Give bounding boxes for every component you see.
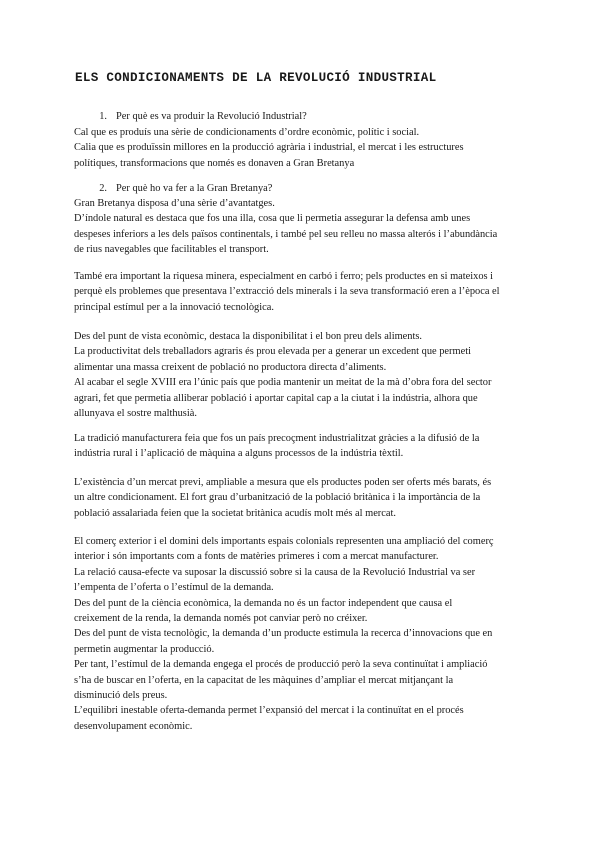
text-line: La tradició manufacturera feia que fos un país precoçment industrialitzat gràcies a la difusió de la <box>74 433 480 444</box>
text-line: disminució dels preus. <box>74 690 168 702</box>
text-line: desenvolupament econòmic. <box>74 720 193 732</box>
text-line: allunyava el sostre malthusià. <box>74 408 197 420</box>
text-line: Des del punt de vista econòmic, destaca la disponibilitat i el bon preu dels aliments. <box>74 331 423 342</box>
section-2-intro <box>74 196 524 258</box>
text-line: Al acabar el segle XVIII era l’únic país que podia mantenir un meitat de la mà d’obra fora del sector <box>74 377 492 389</box>
text-line: l’empenta de l’oferta o l’estímul de la demanda. <box>74 582 274 594</box>
section-2-question: Per què ho va fer a la Gran Bretanya? <box>116 183 273 194</box>
text-line: s’ha de buscar en l’oferta, en la capacitat de les màquines d’ampliar el mercat mitjançant la <box>74 674 454 686</box>
text-line: alimentar una massa creixent de població no productora directa d’aliments. <box>74 361 387 373</box>
paragraph-mineral <box>74 269 524 315</box>
paragraph-commerce <box>74 534 524 734</box>
text-line: D’índole natural es destaca que fos una illa, cosa que li permetia assegurar la defensa amb unes <box>74 213 471 225</box>
section-1-heading <box>74 109 307 124</box>
text-line: Cal que es produís una sèrie de condicionaments d’ordre econòmic, polític i social. <box>74 127 420 138</box>
text-line: També era important la riquesa minera, especialment en carbó i ferro; pels productes en si mateixos i <box>74 271 494 282</box>
section-2-number: 2. <box>99 183 107 194</box>
text-line: agrari, fet que permetia alliberar població i aportar capital cap a la ciutat i la indústria, alhora que <box>74 392 478 404</box>
paragraph-tradition <box>74 431 524 462</box>
text-line: població assalariada feien que la societat britànica acudís molt més al mercat. <box>74 507 396 519</box>
text-line: polítiques, transformacions que només es donaven a Gran Bretanya <box>74 157 355 169</box>
text-line: El comerç exterior i el domini dels importants espais colonials representen una ampliació del comerç <box>74 536 494 547</box>
text-line: L’existència d’un mercat previ, ampliable a mesura que els productes poden ser oferts més barats, és <box>74 477 492 488</box>
text-line: permetin augmentar la producció. <box>74 643 215 655</box>
text-line: Des del punt de la ciència econòmica, la demanda no és un factor independent que causa el <box>74 597 453 609</box>
text-line: interior i són importants com a fonts de matèries primeres i com a mercat manufacturer. <box>74 551 439 563</box>
section-1-question: Per què es va produir la Revolució Industrial? <box>116 111 307 122</box>
text-line: Gran Bretanya disposa d’una sèrie d’avantatges. <box>74 198 275 209</box>
section-1-paragraph <box>74 125 524 171</box>
text-line: creixement de la renda, la demanda només pot canviar però no créixer. <box>74 613 368 625</box>
text-line: despeses inferiors a les dels països continentals, i també pel seu relleu no massa alterós i l’abundància <box>74 228 498 240</box>
text-line: de rius navegables que facilitables el transport. <box>74 244 269 256</box>
paragraph-economic <box>74 329 524 421</box>
text-line: perquè els problemes que presentava l’extracció dels minerals i la seva transformació eren a l’època el <box>74 286 500 298</box>
text-line: La relació causa-efecte va suposar la discussió sobre si la causa de la Revolució Industrial va ser <box>74 566 476 578</box>
section-1-number: 1. <box>99 111 107 122</box>
section-2-heading <box>74 181 272 196</box>
text-line: L’equilibri inestable oferta-demanda permet l’expansió del mercat i la continuïtat en el procés <box>74 705 464 717</box>
text-line: Calia que es produïssin millores en la producció agrària i industrial, el mercat i les estructures <box>74 142 464 154</box>
paragraph-market <box>74 475 524 521</box>
text-line: Des del punt de vista tecnològic, la demanda d’un producte estimula la recerca d’innovacions que en <box>74 628 493 640</box>
text-line: principal estímul per a la innovació tecnològica. <box>74 301 274 313</box>
document-title: ELS CONDICIONAMENTS DE LA REVOLUCIÓ INDUSTRIAL <box>75 71 437 85</box>
text-line: un altre condicionament. El fort grau d’urbanització de la població britànica i la importància de la <box>74 492 481 504</box>
text-line: indústria rural i l’aplicació de màquina a alguns processos de la indústria tèxtil. <box>74 448 404 460</box>
text-line: La productivitat dels treballadors agraris és prou elevada per a generar un excedent que permeti <box>74 346 471 358</box>
text-line: Per tant, l’estímul de la demanda engega el procés de producció però la seva continuïtat i ampliació <box>74 659 488 671</box>
